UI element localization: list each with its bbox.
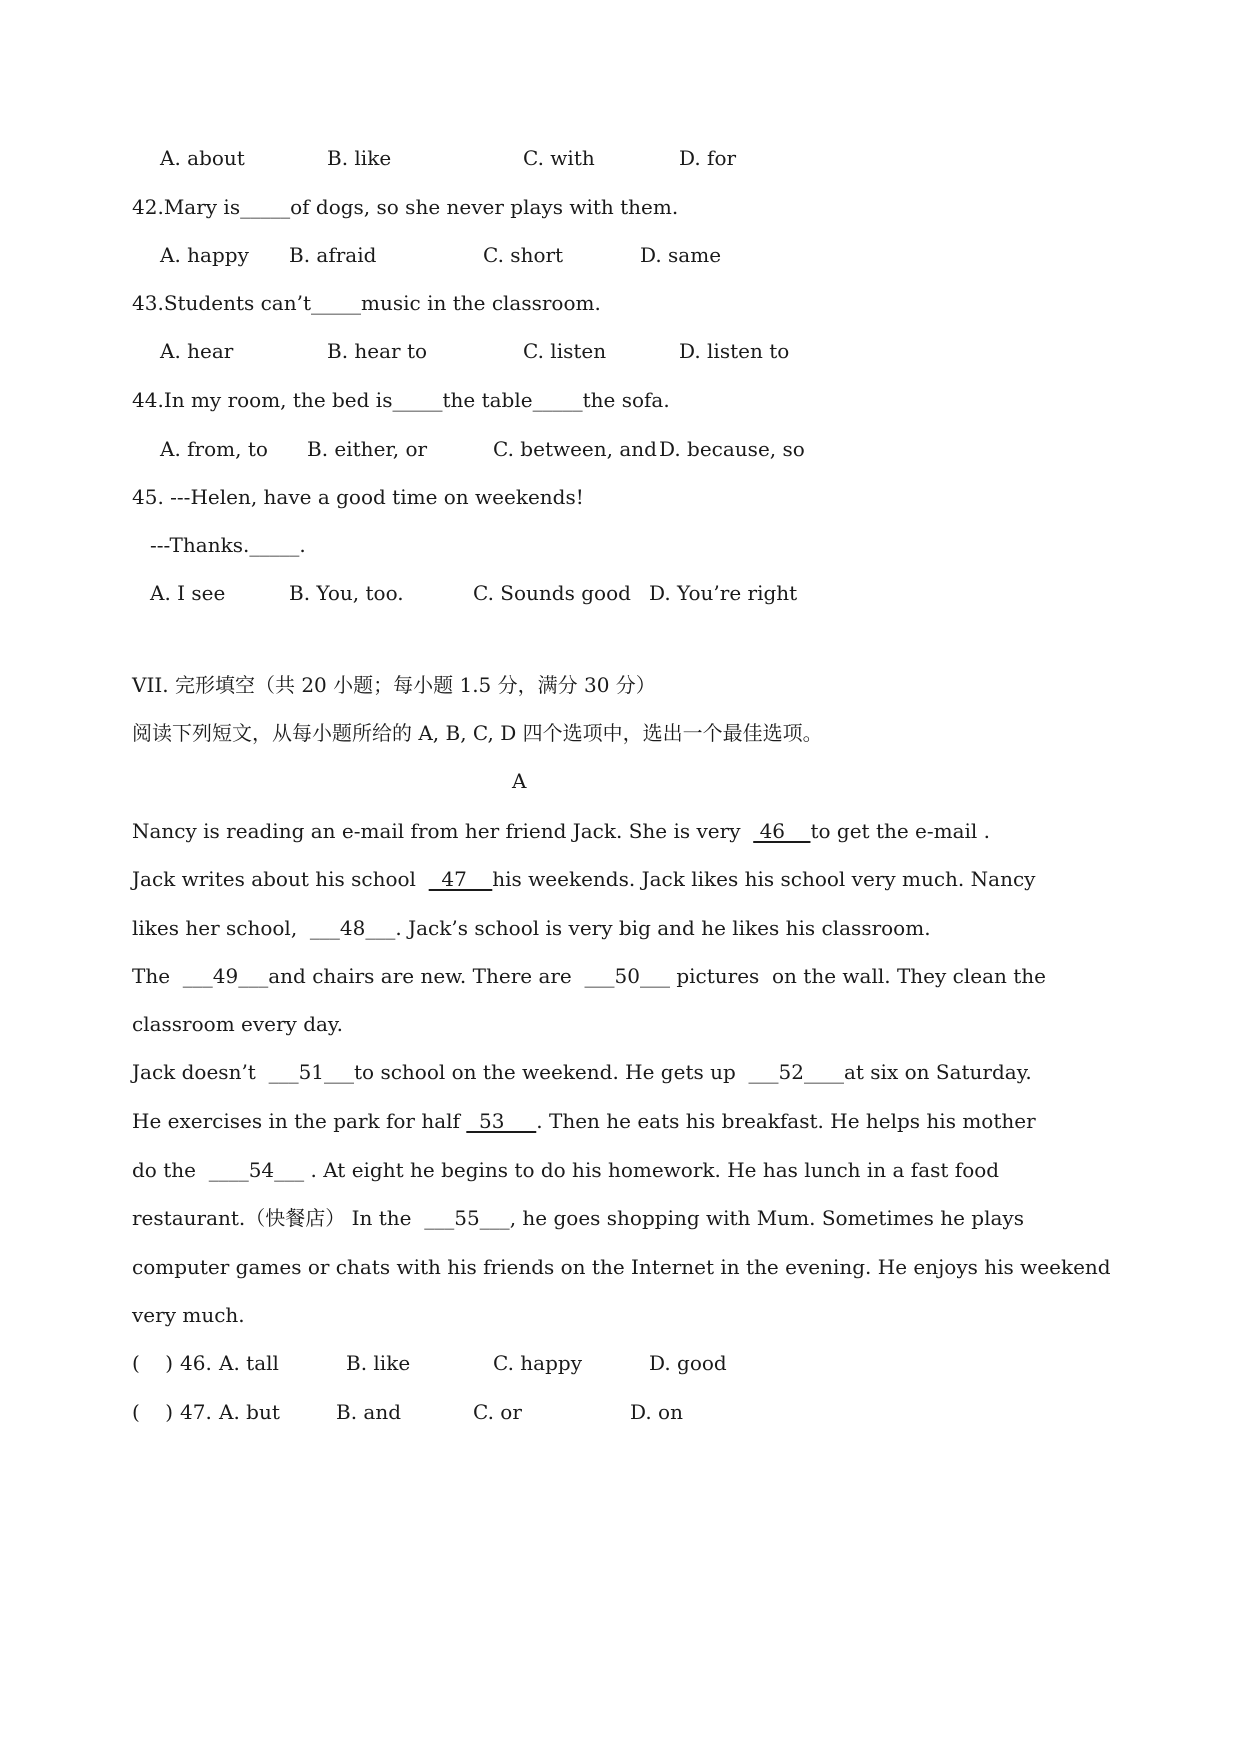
q42-stem-pre: Mary is <box>163 195 241 219</box>
passage-line-7 <box>132 1111 1036 1131</box>
q43-number: 43. <box>132 291 164 315</box>
q46-number: 46. <box>180 1351 212 1375</box>
q43-stem-post: music in the classroom. <box>361 291 601 315</box>
q46-option-d: D. good <box>649 1351 727 1375</box>
q44-option-a: A. from, to <box>160 437 268 461</box>
q46-option-a: A. tall <box>219 1351 279 1375</box>
blank-49: ___49___ <box>182 964 269 988</box>
q43-option-d: D. listen to <box>679 339 790 363</box>
q43-stem-pre: Students can’t <box>163 291 312 315</box>
q44-option-d: D. because, so <box>659 437 805 461</box>
q42-option-b: B. afraid <box>289 243 377 267</box>
q44-stem-mid: the table <box>442 388 533 412</box>
blank-50: ___50___ <box>584 964 670 988</box>
q44-stem-post: the sofa. <box>582 388 670 412</box>
q43-option-b: B. hear to <box>327 339 428 363</box>
passage-text: . Then he eats his breakfast. He helps his mother <box>536 1109 1036 1133</box>
passage-line-4 <box>132 966 1046 986</box>
q42-stem <box>132 197 678 217</box>
passage-line-9 <box>132 1208 1024 1228</box>
q43-option-a: A. hear <box>160 339 234 363</box>
q42-stem-post: of dogs, so she never plays with them. <box>290 195 679 219</box>
section-title: VII. 完形填空（共 20 小题；每小题 1.5 分，满分 30 分） <box>132 673 656 697</box>
passage-text: and chairs are new. There are <box>268 964 572 988</box>
q42-option-a: A. happy <box>160 243 249 267</box>
q46-option-c: C. happy <box>493 1351 583 1375</box>
q42-option-c: C. short <box>483 243 564 267</box>
passage-line-2 <box>132 869 1035 889</box>
q45-reply-post: . <box>299 533 306 557</box>
blank-51: ___51___ <box>268 1060 355 1084</box>
q45-option-b: B. You, too. <box>289 581 404 605</box>
q47-number: 47. <box>180 1400 212 1424</box>
q47-option-d: D. on <box>630 1400 683 1424</box>
q41-option-c: C. with <box>523 146 595 170</box>
q44-number: 44. <box>132 388 164 412</box>
passage-text: , he goes shopping with Mum. Sometimes he plays <box>509 1206 1024 1230</box>
q44-blank-1: _____ <box>392 388 443 412</box>
blank-48: ___48___ <box>309 916 396 940</box>
q45-option-d: D. You’re right <box>649 581 798 605</box>
blank-55: ___55___ <box>424 1206 510 1230</box>
passage-text: Jack writes about his school <box>132 867 416 891</box>
q44-stem <box>132 390 670 410</box>
q42-option-d: D. same <box>640 243 722 267</box>
q45-reply-pre: ---Thanks. <box>150 533 250 557</box>
q42-blank: _____ <box>240 195 291 219</box>
q41-option-b: B. like <box>327 146 392 170</box>
passage-line-10: computer games or chats with his friends on the Internet in the evening. He enjoys his weekend <box>132 1255 1111 1279</box>
q45-option-a: A. I see <box>150 581 226 605</box>
passage-text: Nancy is reading an e-mail from her friend Jack. She is very <box>132 819 741 843</box>
passage-text: likes her school, <box>132 916 298 940</box>
passage-text: He exercises in the park for half <box>132 1109 460 1133</box>
q43-option-c: C. listen <box>523 339 607 363</box>
passage-line-6 <box>132 1062 1032 1082</box>
q43-stem <box>132 293 601 313</box>
passage-text: to get the e-mail . <box>810 819 991 843</box>
q42-number: 42. <box>132 195 164 219</box>
section-instructions: 阅读下列短文，从每小题所给的 A, B, C, D 四个选项中，选出一个最佳选项。 <box>132 721 823 745</box>
q46-option-b: B. like <box>346 1351 411 1375</box>
passage-text: . Jack’s school is very big and he likes his classroom. <box>395 916 931 940</box>
q44-option-c: C. between, and <box>493 437 657 461</box>
passage-text: his weekends. Jack likes his school very much. Nancy <box>492 867 1036 891</box>
passage-line-1 <box>132 821 990 841</box>
blank-47: 47 <box>428 867 493 891</box>
q45-stem: 45. ---Helen, have a good time on weekends! <box>132 485 584 509</box>
passage-line-11: very much. <box>132 1303 245 1327</box>
passage-text: restaurant.（快餐店） In the <box>132 1206 412 1230</box>
passage-line-3 <box>132 918 931 938</box>
q45-reply <box>150 535 306 555</box>
blank-52: ___52____ <box>748 1060 844 1084</box>
passage-text: Jack doesn’t <box>132 1060 256 1084</box>
passage-text: at six on Saturday. <box>843 1060 1032 1084</box>
q41-option-a: A. about <box>160 146 245 170</box>
passage-text: pictures on the wall. They clean the <box>676 964 1047 988</box>
passage-line-8 <box>132 1160 999 1180</box>
q46-answer-paren: ( ) <box>132 1351 174 1375</box>
q44-blank-2: _____ <box>532 388 583 412</box>
q47-answer-paren: ( ) <box>132 1400 174 1424</box>
q47-option-c: C. or <box>473 1400 522 1424</box>
blank-53: 53 <box>466 1109 537 1133</box>
q47-option-b: B. and <box>336 1400 402 1424</box>
blank-54: ____54___ <box>208 1158 305 1182</box>
q41-option-d: D. for <box>679 146 737 170</box>
q44-stem-pre: In my room, the bed is <box>163 388 393 412</box>
q45-option-c: C. Sounds good <box>473 581 631 605</box>
passage-text: do the <box>132 1158 196 1182</box>
q47-option-a: A. but <box>219 1400 280 1424</box>
passage-label: A <box>512 769 527 793</box>
q45-blank: _____ <box>249 533 300 557</box>
blank-46: 46 <box>753 819 811 843</box>
passage-line-5: classroom every day. <box>132 1012 343 1036</box>
q43-blank: _____ <box>311 291 362 315</box>
q44-option-b: B. either, or <box>307 437 428 461</box>
passage-text: . At eight he begins to do his homework. He has lunch in a fast food <box>304 1158 1000 1182</box>
passage-text: to school on the weekend. He gets up <box>354 1060 736 1084</box>
passage-text: The <box>132 964 171 988</box>
